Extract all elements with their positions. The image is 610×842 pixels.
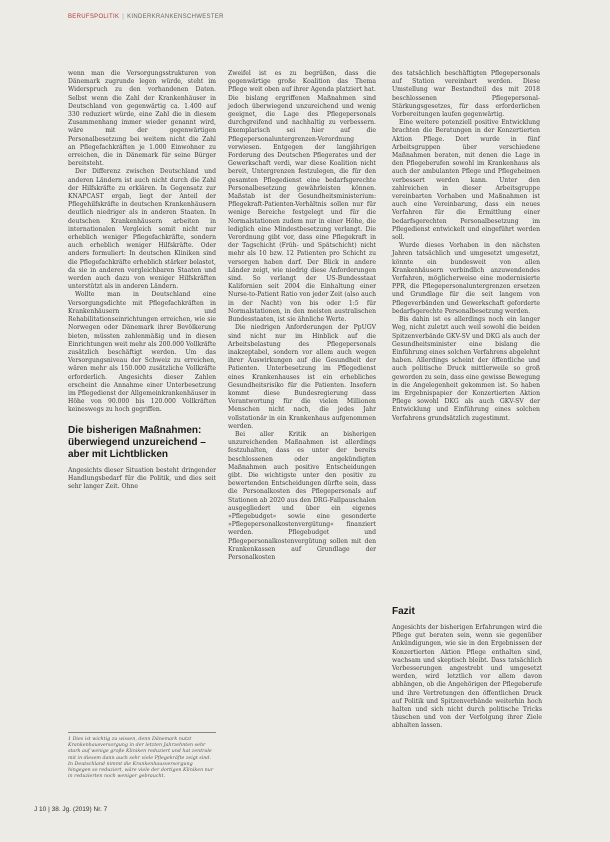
paragraph: Zweifel ist es zu begrüßen, dass die gegenwärtige große Koalition das Thema Pflege weit oben auf ihrer Agenda platziert hat. Die bislang ergriffenen Maßnahmen sind jedoch überwiegend unzureichend und wenig geeignet, die Lage des Pflegepersonals durchgreifend und nachhaltig zu verbessern. Exemplarisch sei hier auf die Pflegepersonaluntergrenzen-Verordnung verwiesen. Entgegen der langjährigen Forderung des Deutschen Pflegerates und der Gewerkschaft verdi, war diese Koalition nicht bereit, Untergrenzen festzulegen, die für den gesamten Pflegedienst eine bedarfsgerechte Personalbesetzung gewährleisten können. Maßstab ist der Gesundheitsministerium: Pflegekraft-Patienten-Verhältnis sollen nur für wenige Bereiche festgelegt und für die Normalstationen zudem nur in einer Höhe, die lediglich eine Mindestbesetzung verlangt. Die Verordnung gibt vor, dass eine Pflegekraft in der Tagschicht (Früh- und Spätschicht) nicht mehr als 10 bzw. 12 Patienten pro Schicht zu versorgen haben darf. Der Blick in andere Länder zeigt, wie niedrig diese Anforderungen sind. So verlangt der US-Bundesstaat Kalifornien seit 2004 die Einhaltung einer Nurse-to-Patient Ratio von jeder Zeit (also auch in der Nacht) von bis oder 1:5 für Normalstationen, in den meisten australischen Bundesstaaten, ist sie ähnliche Werte.	[228, 70, 376, 324]
text-column-2	[228, 70, 376, 562]
paragraph: Der Differenz zwischen Deutschland und anderen Ländern ist auch nicht durch die Zahl der Hilfskräfte zu erklären. In Gegensatz zur KNAPCAST ergab, liegt der Anteil der Pflegehilfskräfte in deutschen Krankenhäusern deutlich niedriger als in anderen Staaten. In deutschen Krankenhäusern arbeiten in internationalen Vergleich somit nicht nur erheblich weniger Pflegefachkräfte, sondern auch erheblich weniger Hilfskräfte. Oder anders formuliert: In deutschen Kliniken sind die Pflegefachkräfte erheblich stärker belastet, da sie in anderen vergleichbaren Staaten und werden auch dazu von weniger Hilfskräften unterstützt als in anderen Ländern.	[68, 168, 216, 291]
section-heading-fazit: Fazit	[392, 606, 415, 617]
paragraph: Angesichts dieser Situation besteht dringender Handlungsbedarf für die Politik, und dies seit sehr langer Zeit. Ohne	[68, 466, 216, 490]
section-heading: Die bisherigen Maßnahmen: überwiegend unzureichend – aber mit Lichtblicken	[68, 424, 206, 460]
conclusion-section	[392, 606, 542, 731]
header-section: BERUFSPOLITIK	[68, 14, 120, 20]
paragraph: Eine weitere potenziell positive Entwicklung brachten die Beratungen in der Konzertierten Aktion Pflege. Dort wurde in fünf Arbeitsgruppen über verschiedene Maßnahmen beraten, mit denen die Lage in den Pflegeberufen sowohl im Krankenhaus als auch der ambulanten Pflege und Pflegeheimen verbessert werden kann. Unter den zahlreichen in dieser Arbeitsgruppe vereinbarten Vorhaben und Maßnahmen ist auch eine Vereinbarung, dass ein neues Verfahren für die Ermittlung einer bedarfsgerechten Personalbesetzung im Pflegedienst entwickelt und eingeführt werden soll.	[392, 119, 540, 242]
paragraph: Bei aller Kritik an bisherigen unzureichenden Maßnahmen ist allerdings festzuhalten, dass es unter der bereits beschlossenen oder angekündigten Maßnahmen auch positive Entscheidungen gibt. Die wichtigste unter den positiv zu bewertenden Entscheidungen dürfte sein, dass die Personalkosten des Pflegepersonals auf Stationen ab 2020 aus den DRG-Fallpauschalen ausgegliedert und über ein eigenes »Pflegebudget« sowie eine gesonderte »Pflegepersonalkostenvergütung« finanziert werden. Pflegebudget und Pflegepersonalkostenvergütung sollen mit den Krankenkassen auf Grundlage der Personalkosten	[228, 430, 376, 561]
page-footer: J 10 | 38. Jg. (2019) Nr. 7	[34, 806, 108, 813]
footnote: 1 Dies ist wichtig zu wissen, denn Dänemark nutzt Krankenhausversorgung in der letzten Jahrzehnten sehr stark auf wenige große Kliniken reduziert und hat zentrale mit in diesem dann auch sehr viele Pflegekräfte zeigt sind. In Deutschland nimmt die Krankenhausversorgung hingegen so reduziert, wäre viele der dortigen Kliniken nur in reduzierten noch weniger gebraucht.	[68, 732, 216, 780]
paragraph: wenn man die Versorgungsstrukturen von Dänemark zugrunde legen würde, steht im Widerspruch zu den vorhandenen Daten. Selbst wenn die Zahl der Krankenhäuser in Deutschland von gegenwärtig ca. 1.400 auf 330 reduziert würde, eine Zahl die in diesem Zusammenhang immer wieder genannt wird, wäre mit der gegenwärtigen Personalbesetzung bei weitem nicht die Zahl an Pflegefachkräften je 1.000 Einwohner zu erreichen, die in Dänemark für seine Bürger bereitsteht.	[68, 70, 216, 168]
header-title: KINDERKRANKENSCHWESTER	[127, 14, 224, 20]
paragraph: Die niedrigen Anforderungen der PpUGV sind nicht nur im Hinblick auf die Arbeitsbelastung des Pflegepersonals inakzeptabel, sondern vor allem auch wegen ihrer Auswirkungen auf die Gesundheit der Patienten. Unterbesetzung im Pflegedienst eines Krankenhauses ist ein erhebliches Gesundheitsrisiko für die Patienten. Insofern kommt diese Bundesregierung dass Verantwortung für die vielen Millionen Menschen nicht nach, die jedes Jahr vollstationär in ein Krankenhaus aufgenommen werden.	[228, 324, 376, 430]
paragraph: des tatsächlich beschäftigten Pflegepersonals auf Station vereinbart werden. Diese Umstellung war Bestandteil des mit 2018 beschlossenen Pflegepersonal-Stärkungsgesetzes, für dass erforderlichen Vorbereitungen laufen gegenwärtig.	[392, 70, 540, 119]
running-header	[68, 14, 224, 20]
paragraph: Wollte man in Deutschland eine Versorgungsdichte mit Pflegefachkräften in Krankenhäusern und Rehabilitationseinrichtungen erreichen, wie sie Norwegen oder Dänemark ihrer Bevölkerung bieten, müssten zahlenmäßig und in diesen Einrichtungen weit mehr als 200.000 Vollkräfte zusätzlich beschäftigt werden. Um das Versorgungsniveau der Schweiz zu erreichen, wären mehr als 150.000 zusätzliche Vollkräfte erforderlich. Angesichts dieser Zahlen erscheint die Annahme einer Unterbesetzung im Pflegedienst der Allgemeinkrankenhäuser in Höhe von 90.000 bis 120.000 Vollkräften keineswegs zu hoch gegriffen.	[68, 291, 216, 414]
text-column-3	[392, 70, 540, 423]
header-separator: |	[122, 14, 125, 20]
paragraph: Bis dahin ist es allerdings noch ein langer Weg, nicht zuletzt auch weil sowohl die beiden Spitzenverbände GKV-SV und DKG als auch der Gesundheitsminister eine bislang die Einführung eines solchen Verfahrens abgelehnt haben. Allerdings scheint der öffentliche und auch politische Druck mittlerweile so groß geworden zu sein, dass eine gewisse Bewegung in die Angelegenheit gekommen ist. So haben im Ergebnispapier der Konzertierten Aktion Pflege sowohl DKG als auch GKV-SV der Entwicklung und Einführung eines solchen Verfahrens grundsätzlich zugestimmt.	[392, 316, 541, 422]
text-column-1	[68, 70, 216, 491]
paragraph: Wurde dieses Vorhaben in den nächsten Jahren tatsächlich und umgesetzt umgesetzt, könnte ein bundesweit von allen Krankenhäusern verbindlich anzuwendendes Verfahren, möglicherweise eine modernisierte PPR, die Pflegepersonaluntergrenzen ersetzen und Grundlage für die seit langem von Pflegeverbänden und Gewerkschaft geforderte bedarfsgerechte Personalbesetzung werden.	[392, 242, 540, 315]
paragraph: Angesichts der bisherigen Erfahrungen wird die Pflege gut beraten sein, wenn sie gegenüber Ankündigungen, wie sie in den Ergebnissen der Konzertierten Aktion Pflege enthalten sind, wachsam und skeptisch bleibt. Dass tatsächlich Verbesserungen angestrebt und umgesetzt werden, wird letztlich vor allem davon abhängen, ob die Angehörigen der Pflegeberufe und ihre Vertretungen den öffentlichen Druck auf Politik und Spitzenverbände weiterhin hoch halten und sich nicht durch politische Tricks täuschen und von der Verfolgung ihrer Ziele abhalten lassen.	[392, 624, 542, 730]
